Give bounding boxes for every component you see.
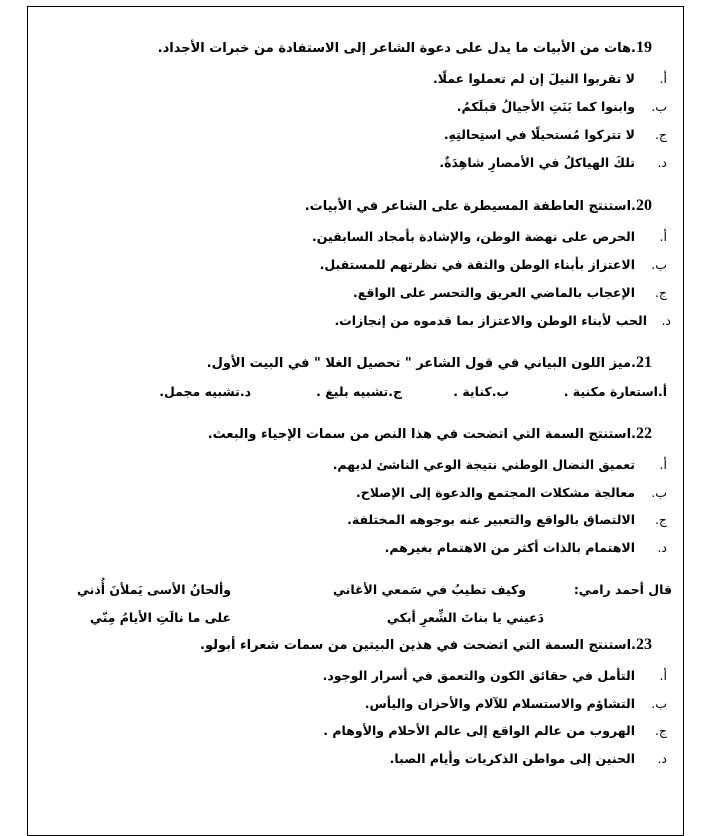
option-19-d — [47, 155, 667, 171]
option-text: التأمل في حقائق الكون والتعمق في أسرار الوجود. — [322, 668, 635, 683]
option-text: تلكَ الهياكلُ في الأمصارِ شاهِدَةٌ. — [439, 155, 635, 170]
question-number: 21 — [636, 354, 652, 371]
option-letter: ب. — [651, 99, 667, 114]
poem-intro: قال أحمد رامي: — [573, 582, 672, 597]
option-text: معالجة مشكلات المجتمع والدعوة إلى الإصلاح. — [356, 485, 635, 500]
option-letter: ب. — [651, 257, 667, 272]
option-letter: ج. — [654, 723, 667, 738]
option-19-a — [47, 71, 667, 87]
poem-line2-first-hemistich: دَعيني يا بناتَ الشِّعرِ أبكي — [386, 610, 544, 625]
option-22-d — [47, 540, 667, 556]
option-letter: د. — [657, 540, 667, 555]
option-letter: د. — [657, 155, 667, 170]
option-21-d: د.تشبيه مجمل. — [159, 384, 251, 399]
option-23-a — [47, 668, 667, 684]
option-22-c — [47, 512, 667, 528]
option-21-b: ب.كناية . — [453, 384, 509, 399]
question-19 — [158, 40, 652, 57]
option-letter: ج. — [654, 285, 667, 300]
option-letter: أ. — [659, 668, 667, 683]
question-text: .هات من الأبيات ما يدل على دعوة الشاعر إلى الاستفادة من خبرات الأجداد. — [157, 41, 636, 56]
option-letter: أ. — [659, 457, 667, 472]
question-text: .استنتج السمة التي اتضحت في هذين البيتين من سمات شعراء أبولو. — [200, 638, 636, 653]
poem-line2-second-hemistich: على ما نالَتِ الأيامُ مِنّي — [89, 610, 231, 625]
option-letter: أ. — [659, 229, 667, 244]
option-19-c — [47, 127, 667, 143]
option-letter: أ. — [659, 71, 667, 86]
inline-options-21 — [27, 384, 667, 400]
option-letter: ج. — [654, 512, 667, 527]
question-number: 23 — [636, 636, 652, 653]
option-text: التشاؤم والاستسلام للآلام والأحزان واليأس. — [364, 696, 635, 711]
option-text: الالتصاق بالواقع والتعبير عنه بوجوهه المختلفة. — [347, 512, 635, 527]
option-text: وابنوا كما بَنَتِ الأجيالُ قبلَكمُ. — [456, 99, 635, 114]
option-letter: ب. — [651, 485, 667, 500]
question-number: 22 — [636, 425, 652, 442]
option-text: الحب لأبناء الوطن والاعتزاز بما قدموه من إنجازات. — [334, 313, 647, 328]
question-22 — [208, 426, 652, 443]
option-text: الحنين إلى مواطن الذكريات وأيام الصبا. — [389, 751, 635, 766]
question-20 — [305, 198, 652, 215]
question-23 — [200, 637, 652, 654]
option-23-c — [47, 723, 667, 739]
option-19-b — [47, 99, 667, 115]
option-letter: ب. — [651, 696, 667, 711]
question-text: .استنتج العاطفة المسيطرة على الشاعر في الأبيات. — [304, 199, 636, 214]
option-23-b — [47, 696, 667, 712]
question-text: .ميز اللون البياني في قول الشاعر " تحصيل الغلا " في البيت الأول. — [206, 356, 636, 371]
option-text: الحرص على نهضة الوطن، والإشادة بأمجاد السابقين. — [312, 229, 635, 244]
option-20-a — [47, 229, 667, 245]
option-20-c — [47, 285, 667, 301]
option-text: تعميق النضال الوطني نتيجة الوعي الناشئ لديهم. — [332, 457, 635, 472]
poem-line1-second-hemistich: وألحانُ الأسى يَملأنَ أُذني — [77, 582, 231, 597]
option-text: الاعتزاز بأبناء الوطن والثقة في نظرتهم للمستقبل. — [319, 257, 635, 272]
question-text: .استنتج السمة التي اتضحت في هذا النص من سمات الإحياء والبعث. — [207, 427, 636, 442]
option-22-a — [47, 457, 667, 473]
question-number: 20 — [636, 197, 652, 214]
option-letter: ج. — [654, 127, 667, 142]
question-21 — [207, 355, 652, 372]
option-letter: د. — [661, 313, 671, 328]
option-21-c: ج.تشبيه بليغ . — [316, 384, 402, 399]
option-text: لا تقربوا النيلَ إن لم تعملوا عملًا. — [432, 71, 635, 86]
option-text: الهروب من عالم الواقع إلى عالم الأحلام والأوهام . — [323, 723, 635, 738]
option-text: الاهتمام بالذات أكثر من الاهتمام بغيرهم. — [384, 540, 635, 555]
poem-line1-first-hemistich: وكيف تطيبُ في سَمعي الأغاني — [332, 582, 526, 597]
option-letter: د. — [657, 751, 667, 766]
option-text: لا تتركوا مُستحيلًا في استِحالتِهِ. — [443, 127, 635, 142]
option-20-d — [27, 313, 671, 329]
question-number: 19 — [636, 39, 652, 56]
option-23-d — [47, 751, 667, 767]
option-20-b — [47, 257, 667, 273]
option-21-a: أ.استعارة مكنية . — [563, 384, 667, 399]
option-text: الإعجاب بالماضي العريق والتحسر على الواقع. — [352, 285, 635, 300]
option-22-b — [47, 485, 667, 501]
